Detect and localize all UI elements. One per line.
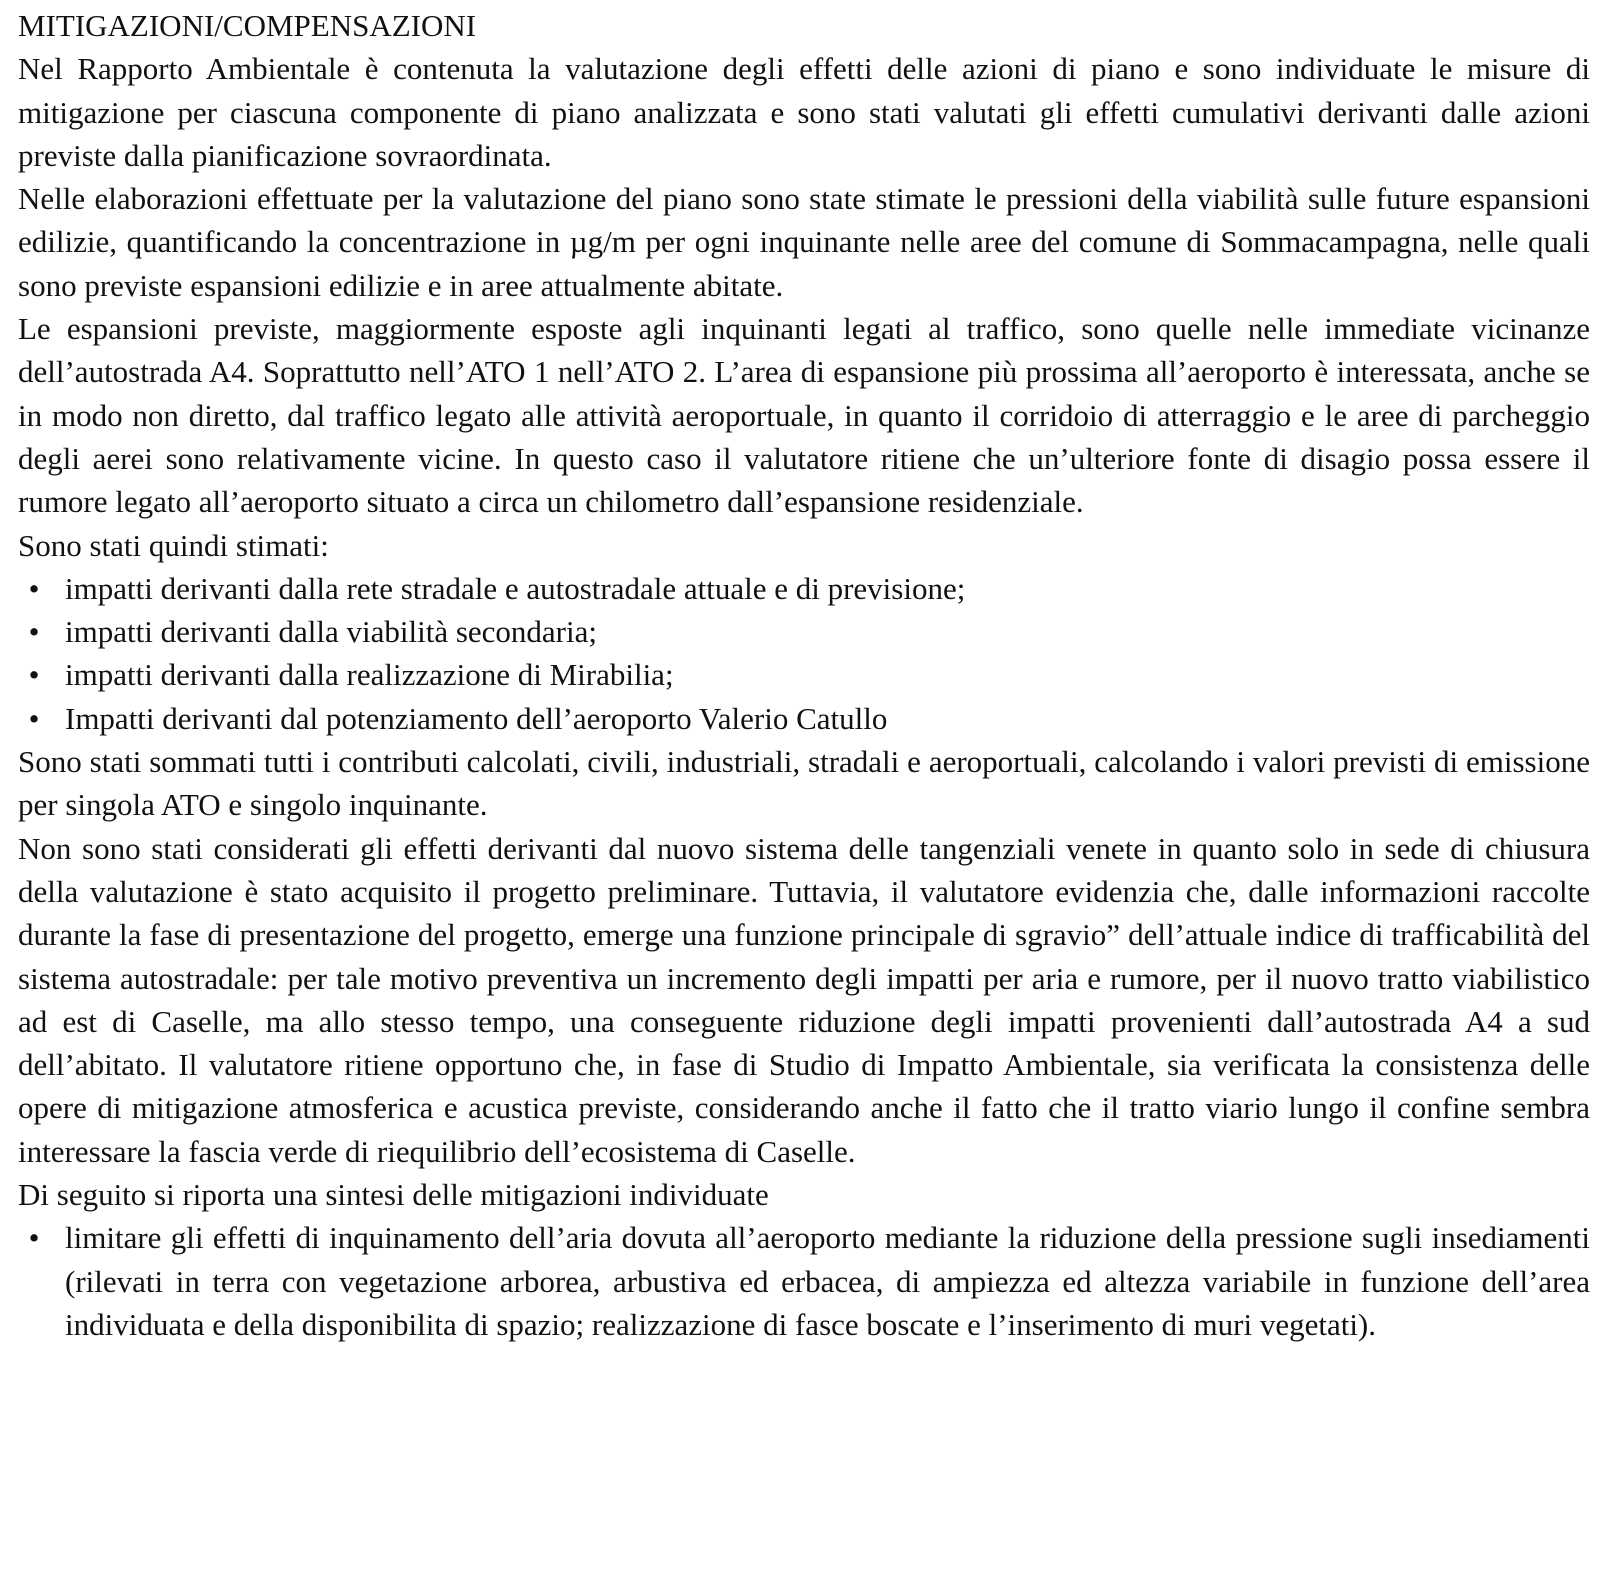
list-item-text: impatti derivanti dalla realizzazione di Mirabilia; (65, 657, 674, 693)
list-item (18, 697, 1590, 740)
section-heading: MITIGAZIONI/COMPENSAZIONI (18, 8, 477, 43)
list-item-text: Impatti derivanti dal potenziamento dell’aeroporto Valerio Catullo (65, 700, 888, 736)
bullet-icon: • (28, 1220, 40, 1256)
paragraph-intro: Nel Rapporto Ambientale è contenuta la valutazione degli effetti delle azioni di piano e sono individuate le misure di mitigazione per ciascuna componente di piano analizzata e sono stati valutati gli effetti cumulativi derivanti dalle azioni previste dalla pianificazione sovraordinata. (18, 51, 1590, 173)
paragraph-tangenziali: Non sono stati considerati gli effetti derivanti dal nuovo sistema delle tangenziali venete in quanto solo in sede di chiusura della valutazione è stato acquisito il progetto preliminare. Tuttavia, il valutatore evidenzia che, dalle informazioni raccolte durante la fase di presentazione del progetto, emerge una funzione principale di sgravio” dell’attuale indice di trafficabilità del sistema autostradale: per tale motivo preventiva un incremento degli impatti per aria e rumore, per il nuovo tratto viabilistico ad est di Caselle, ma allo stesso tempo, una conseguente riduzione degli impatti provenienti dall’autostrada A4 a sud dell’abitato. Il valutatore ritiene opportuno che, in fase di Studio di Impatto Ambientale, sia verificata la consistenza delle opere di mitigazione atmosferica e acustica previste, considerando anche il fatto che il tratto viario lungo il confine sembra interessare la fascia verde di riequilibrio dell’ecosistema di Caselle. (18, 830, 1590, 1169)
list-item-text: impatti derivanti dalla viabilità secondaria; (65, 614, 597, 650)
impacts-list (18, 567, 1590, 740)
paragraph-exposed-expansions: Le espansioni previste, maggiormente esposte agli inquinanti legati al traffico, sono quelle nelle immediate vicinanze dell’autostrada A4. Soprattutto nell’ATO 1 nell’ATO 2. L’area di espansione più prossima all’aeroporto è interessata, anche se in modo non diretto, dal traffico legato alle attività aeroportuale, in quanto il corridoio di atterraggio e le aree di parcheggio degli aerei sono relativamente vicine. In questo caso il valutatore ritiene che un’ulteriore fonte di disagio possa essere il rumore legato all’aeroporto situato a circa un chilometro dall’espansione residenziale. (18, 311, 1590, 520)
bullet-icon: • (28, 614, 40, 650)
bullet-icon: • (28, 657, 40, 693)
bullet-icon: • (28, 700, 40, 736)
paragraph-viability-pressures: Nelle elaborazioni effettuate per la valutazione del piano sono state stimate le pressioni della viabilità sulle future espansioni edilizie, quantificando la concentrazione in µg/m per ogni inquinante nelle aree del comune di Sommacampagna, nelle quali sono previste espansioni edilizie e in aree attualmente abitate. (18, 181, 1590, 303)
document-page (18, 4, 1590, 1346)
paragraph-estimated-intro: Sono stati quindi stimati: (18, 527, 329, 563)
list-item-text: limitare gli effetti di inquinamento dell’aria dovuta all’aeroporto mediante la riduzione della pressione sugli insediamenti (rilevati in terra con vegetazione arborea, arbustiva ed erbacea, di ampiezza ed altezza variabile in funzione dell’area individuata e della disponibilita di spazio; realizzazione di fasce boscate e l’inserimento di muri vegetati). (65, 1220, 1590, 1342)
list-item-text: impatti derivanti dalla rete stradale e autostradale attuale e di previsione; (65, 570, 966, 606)
list-item (18, 567, 1590, 610)
paragraph-mitigations-intro: Di seguito si riporta una sintesi delle mitigazioni individuate (18, 1177, 769, 1213)
paragraph-summed-contributions: Sono stati sommati tutti i contributi calcolati, civili, industriali, stradali e aeroportuali, calcolando i valori previsti di emissione per singola ATO e singolo inquinante. (18, 744, 1590, 823)
list-item (18, 653, 1590, 696)
list-item (18, 610, 1590, 653)
list-item (18, 1216, 1590, 1346)
mitigations-list (18, 1216, 1590, 1346)
bullet-icon: • (28, 570, 40, 606)
